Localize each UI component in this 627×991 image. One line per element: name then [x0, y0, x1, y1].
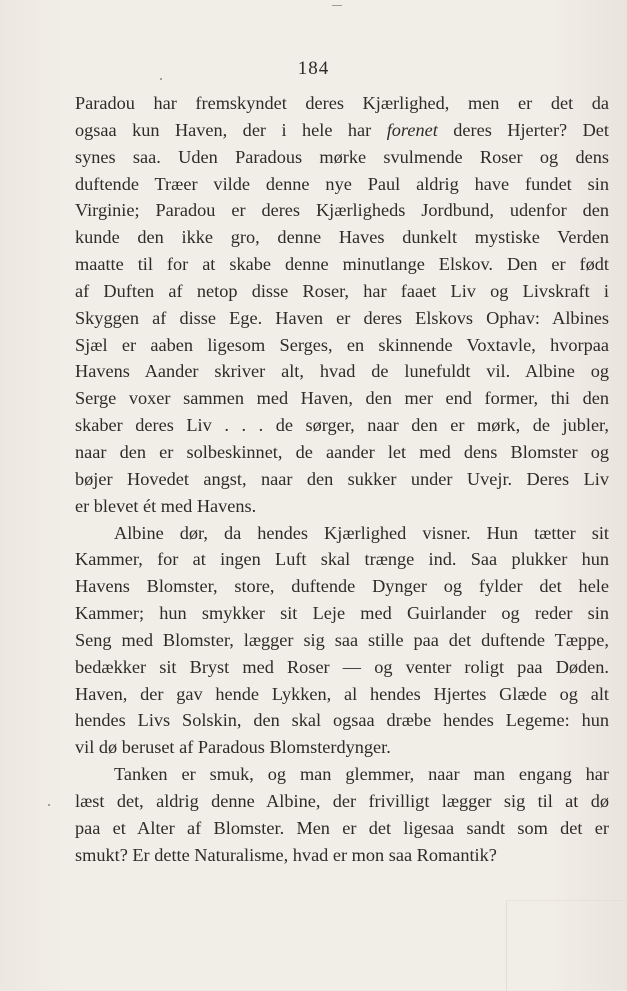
text-line: vil dø beruset af Paradous Blomsterdynger. — [75, 737, 391, 758]
text-line: Seng med Blomster, lægger sig saa stille paa det duftende Tæppe, — [75, 629, 609, 650]
paragraph-2 — [75, 520, 609, 762]
text-line: Sjæl er aaben ligesom Serges, en skinnende Voxtavle, hvorpaa — [75, 334, 609, 355]
text-segment: deres Hjerter? Det — [437, 119, 609, 140]
paper-speck — [48, 804, 50, 806]
text-line: smukt? Er dette Naturalisme, hvad er mon saa Romantik? — [75, 844, 497, 865]
italic-word: forenet — [386, 119, 438, 140]
text-line: duftende Træer vilde denne nye Paul aldrig have fundet sin — [75, 173, 609, 194]
text-line: naar den er solbeskinnet, de aander let med dens Blomster og — [75, 441, 609, 462]
text-line — [75, 117, 609, 144]
paper-speck — [160, 78, 162, 80]
text-line: af Duften af netop disse Roser, har faaet Liv og Livskraft i — [75, 280, 609, 301]
text-line: Albine dør, da hendes Kjærlighed visner. Hun tætter sit — [114, 522, 609, 543]
text-line: Paradou har fremskyndet deres Kjærlighed, men er det da — [75, 93, 609, 113]
text-line: Haven, der gav hende Lykken, al hendes Hjertes Glæde og alt — [75, 683, 609, 704]
text-line: læst det, aldrig denne Albine, der frivilligt lægger sig til at dø — [75, 790, 609, 811]
paragraph-1 — [75, 90, 609, 520]
text-line: skaber deres Liv . . . de sørger, naar den er mørk, de jubler, — [75, 415, 609, 436]
text-line: er blevet ét med Havens. — [75, 495, 257, 516]
text-line: Virginie; Paradou er deres Kjærligheds Jordbund, udenfor den — [75, 200, 609, 221]
text-line: Kammer, for at ingen Luft skal trænge ind. Saa plukker hun — [75, 549, 609, 570]
text-line: bøjer Hovedet angst, naar den sukker under Uvejr. Deres Liv — [75, 468, 609, 489]
text-line: Kammer; hun smykker sit Leje med Guirlander og reder sin — [75, 603, 609, 624]
top-edge-mark: — — [332, 0, 342, 11]
text-line: maatte til for at skabe denne minutlange Elskov. Den er født — [75, 254, 609, 275]
text-line: Havens Blomster, store, duftende Dynger og fylder det hele — [75, 576, 609, 597]
body-text — [75, 90, 609, 868]
paragraph-3 — [75, 761, 609, 868]
text-line: Havens Aander skriver alt, hvad de lunefuldt vil. Albine og — [75, 361, 609, 382]
text-line: hendes Livs Solskin, den skal ogsaa dræbe hendes Legeme: hun — [75, 710, 609, 731]
text-line: kunde den ikke gro, denne Haves dunkelt mystiske Verden — [75, 227, 609, 248]
page-edge-shadow — [506, 900, 627, 991]
text-line: Serge voxer sammen med Haven, den mer end former, thi den — [75, 388, 609, 409]
page-number: 184 — [297, 58, 330, 79]
text-line: Skyggen af disse Ege. Haven er deres Elskovs Ophav: Albines — [75, 307, 609, 328]
text-line: Tanken er smuk, og man glemmer, naar man engang har — [114, 764, 609, 785]
text-segment: ogsaa kun Haven, der i hele har — [75, 119, 387, 140]
text-line: synes saa. Uden Paradous mørke svulmende Roser og dens — [75, 146, 609, 167]
text-line: paa et Alter af Blomster. Men er det ligesaa sandt som det er — [75, 817, 609, 838]
text-line: bedækker sit Bryst med Roser — og venter roligt paa Døden. — [75, 656, 609, 677]
